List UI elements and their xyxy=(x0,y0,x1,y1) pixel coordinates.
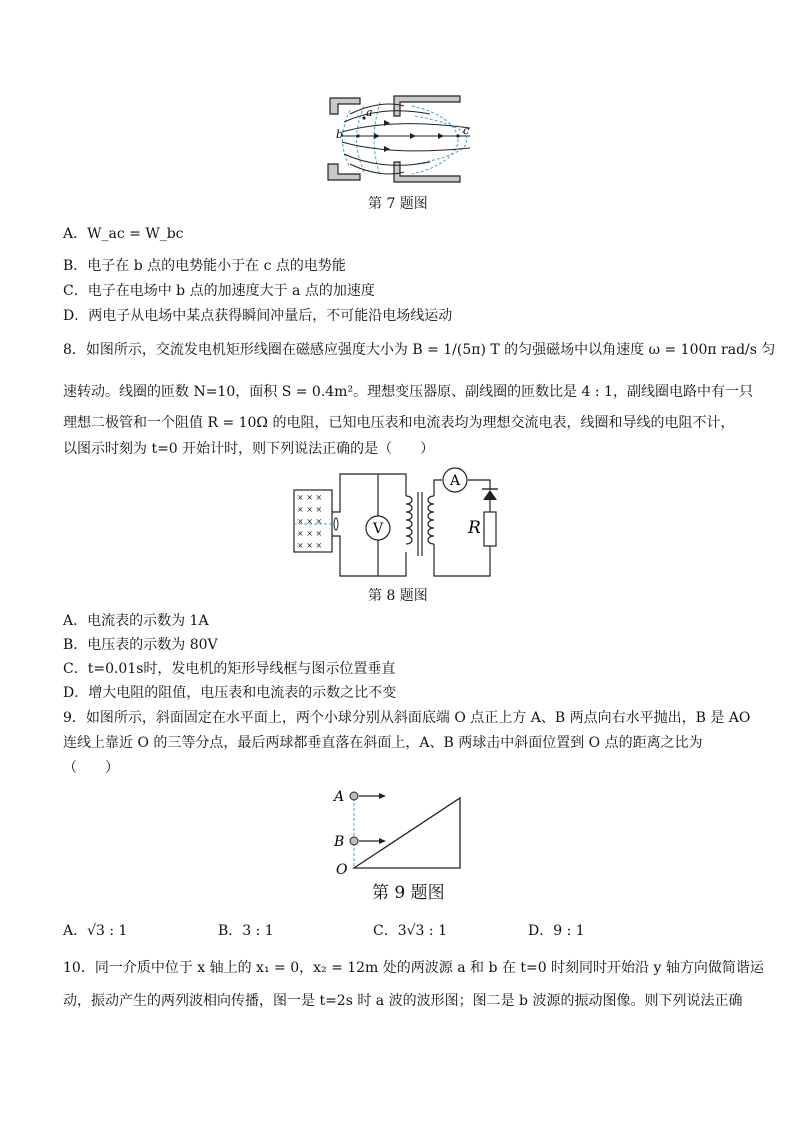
figure-7 xyxy=(320,92,480,186)
q8-line-1: 8．如图所示，交流发电机矩形线圈在磁感应强度大小为 B = 1/(5π) T 的匀强磁场中以角速度 ω = 100π rad/s 匀 xyxy=(63,342,776,358)
svg-text:× × ×: × × × xyxy=(297,493,323,502)
q9-option-d: D．9 : 1 xyxy=(528,923,585,939)
fig7-label-a: a xyxy=(366,106,373,119)
fig9-caption: 第 9 题图 xyxy=(372,883,445,903)
svg-text:× × ×: × × × xyxy=(297,517,323,526)
fig9-label-B: B xyxy=(334,834,345,850)
fig8-resistor-label: R xyxy=(468,518,481,538)
q7-option-b: B．电子在 b 点的电势能小于在 c 点的电势能 xyxy=(63,258,346,274)
q10-line-1: 10．同一介质中位于 x 轴上的 x₁ = 0，x₂ = 12m 处的两波源 a 和 b 在 t=0 时刻同时开始沿 y 轴方向做简谐运 xyxy=(63,960,764,976)
q9-option-c: C．3√3 : 1 xyxy=(373,923,447,939)
q8-line-2: 速转动。线圈的匝数 N=10，面积 S = 0.4m²。理想变压器原、副线圈的匝数比是 4 : 1，副线圈电路中有一只 xyxy=(63,384,753,400)
q8-option-b: B．电压表的示数为 80V xyxy=(63,637,218,653)
q9-option-a: A．√3 : 1 xyxy=(63,923,128,939)
q10-line-2: 动，振动产生的两列波相向传播，图一是 t=2s 时 a 波的波形图；图二是 b 波源的振动图像。则下列说法正确 xyxy=(63,993,743,1009)
q9-line-3: （ ） xyxy=(63,760,119,776)
svg-text:× × ×: × × × xyxy=(297,505,323,514)
fig7-caption: 第 7 题图 xyxy=(368,196,428,212)
q7-option-a: A．W_ac = W_bc xyxy=(63,226,184,242)
figure-9 xyxy=(330,786,470,876)
q8-option-c: C．t=0.01s时，发电机的矩形导线框与图示位置垂直 xyxy=(63,661,396,677)
q8-option-d: D．增大电阻的阻值，电压表和电流表的示数之比不变 xyxy=(63,685,397,701)
fig8-voltmeter-label: V xyxy=(373,521,384,537)
fig9-label-O: O xyxy=(336,862,348,876)
fig9-label-A: A xyxy=(334,789,345,805)
svg-text:× × ×: × × × xyxy=(297,541,323,550)
q8-line-3: 理想二极管和一个阻值 R = 10Ω 的电阻，已知电压表和电流表均为理想交流电表，线圈和导线的电阻不计， xyxy=(63,415,735,431)
fig8-caption: 第 8 题图 xyxy=(368,588,428,604)
q7-option-d: D．两电子从电场中某点获得瞬间冲量后，不可能沿电场线运动 xyxy=(63,308,453,324)
figure-8 xyxy=(288,466,508,584)
q8-line-4: 以图示时刻为 t=0 开始计时，则下列说法正确的是（ ） xyxy=(63,441,435,457)
q9-line-1: 9．如图所示，斜面固定在水平面上，两个小球分别从斜面底端 O 点正上方 A、B 两点向右水平抛出，B 是 AO xyxy=(63,710,751,726)
fig7-label-c: c xyxy=(463,124,470,137)
q9-line-2: 连线上靠近 O 的三等分点，最后两球都垂直落在斜面上，A、B 两球击中斜面位置到 O 点的距离之比为 xyxy=(63,735,703,751)
q8-option-a: A．电流表的示数为 1A xyxy=(63,613,209,629)
fig8-ammeter-label: A xyxy=(450,473,461,489)
q7-option-c: C．电子在电场中 b 点的加速度大于 a 点的加速度 xyxy=(63,283,375,299)
fig7-label-b: b xyxy=(336,128,344,141)
q9-option-b: B．3 : 1 xyxy=(218,923,274,939)
svg-text:× × ×: × × × xyxy=(297,529,323,538)
